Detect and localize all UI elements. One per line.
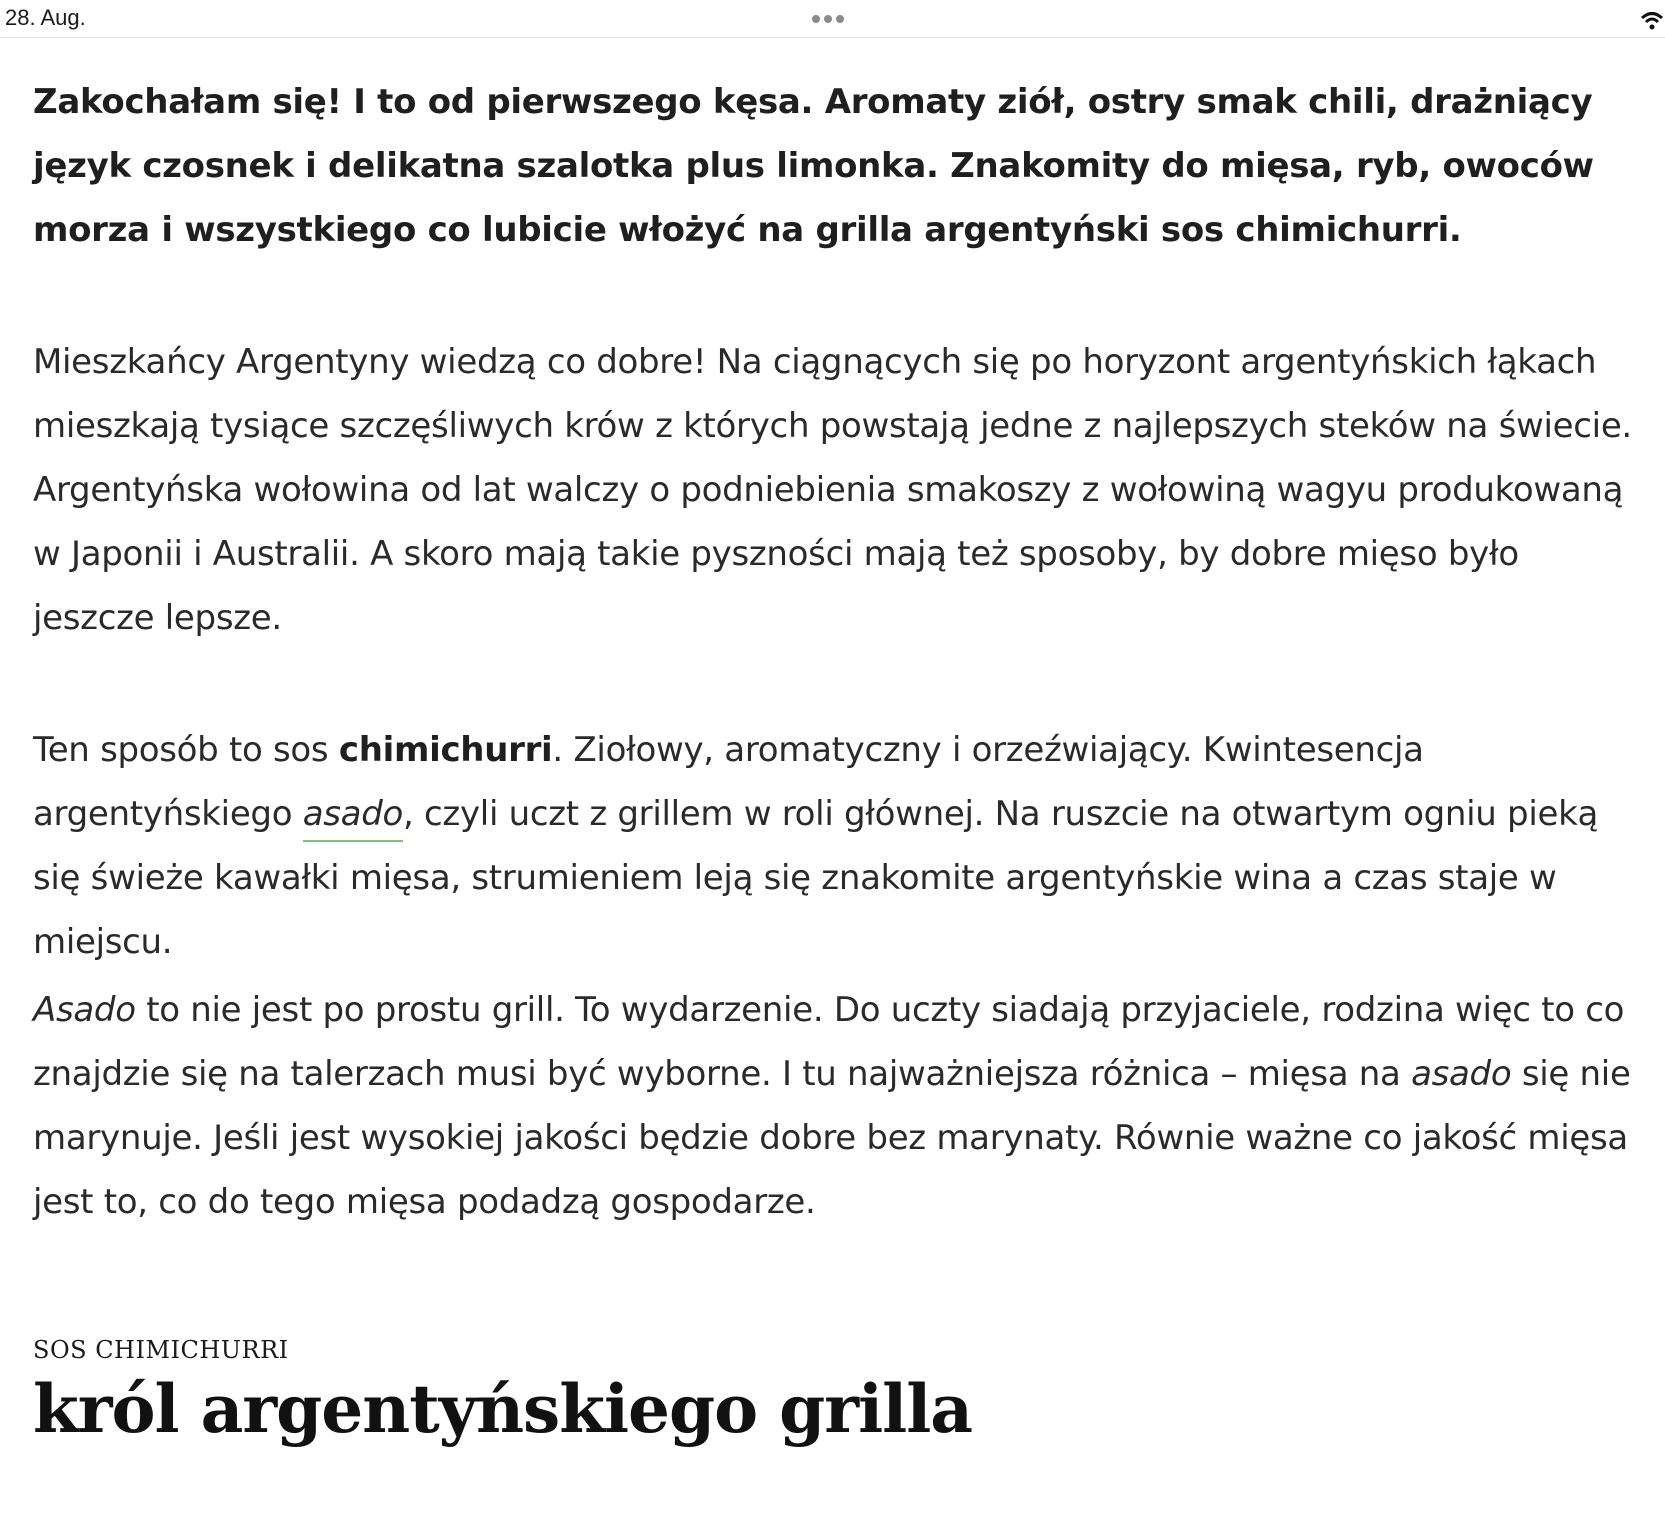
wifi-icon bbox=[1639, 10, 1665, 32]
paragraph-text: . Ziołowy, aromatyczny i orzeźwiający. Kwintesencja argentyńskiego bbox=[33, 730, 1424, 834]
section-kicker: SOS CHIMICHURRI bbox=[33, 1336, 289, 1364]
chimichurri-bold: chimichurri bbox=[338, 730, 553, 770]
asado-link[interactable]: asado bbox=[303, 794, 403, 842]
asado-italic: Asado bbox=[33, 990, 136, 1030]
multitasking-dots-icon[interactable] bbox=[812, 15, 844, 23]
status-bar bbox=[0, 0, 1665, 38]
status-date: 28. Aug. bbox=[5, 5, 86, 30]
paragraph-text: Ten sposób to sos bbox=[33, 730, 339, 770]
section-headline: król argentyńskiego grilla bbox=[33, 1370, 973, 1448]
paragraph-text: się nie marynuje. Jeśli jest wysokiej jakości będzie dobre bez marynaty. Równie ważne co jakość mięsa jest to, co do tego mięsa podadzą gospodarze. bbox=[33, 1054, 1631, 1222]
paragraph-text: to nie jest po prostu grill. To wydarzenie. Do uczty siadają przyjaciele, rodzina więc to co znajdzie się na talerzach musi być wyborne. I tu najważniejsza różnica – mięsa na bbox=[33, 990, 1625, 1094]
paragraph-argentina: Mieszkańcy Argentyny wiedzą co dobre! Na ciągnących się po horyzont argentyńskich łąkach mieszkają tysiące szczęśliwych krów z których powstają jedne z najlepszych steków na świecie. Argentyńska wołowina od lat walczy o podniebienia smakoszy z wołowiną wagyu produkowaną w Japonii i Australii. A skoro mają takie pyszności mają też sposoby, by dobre mięso było jeszcze lepsze. bbox=[33, 342, 1632, 638]
paragraph-asado bbox=[33, 978, 1633, 1234]
paragraph-text: , czyli uczt z grillem w roli głównej. Na ruszcie na otwartym ogniu pieką się świeże kawałki mięsa, strumieniem leją się znakomite argentyńskie wina a czas staje w miejscu. bbox=[33, 794, 1599, 962]
paragraph-chimichurri bbox=[33, 718, 1633, 974]
intro-paragraph: Zakochałam się! I to od pierwszego kęsa. Aromaty ziół, ostry smak chili, drażniący język czosnek i delikatna szalotka plus limonka. Znakomity do mięsa, ryb, owoców morza i wszystkiego co lubicie włożyć na grilla argentyński sos chimichurri. bbox=[33, 82, 1594, 250]
asado-italic: asado bbox=[1411, 1054, 1512, 1094]
